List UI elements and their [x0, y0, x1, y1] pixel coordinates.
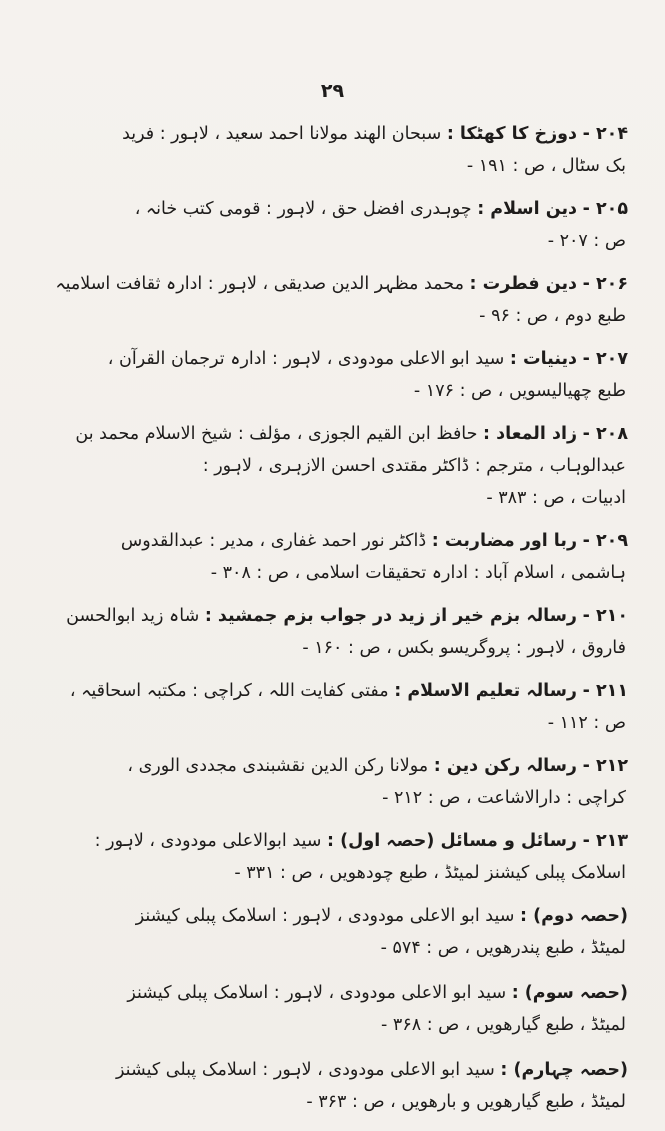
bibliography-list [42, 118, 628, 1131]
entry-details-continued: لمیٹڈ ، طبع گیارھویں ، ص : ۳۶۸ - [381, 1015, 626, 1035]
bibliography-subentry [42, 1054, 628, 1118]
entry-title: رسالہ رکن دین : [433, 756, 578, 776]
entry-number: ۲۱۲ - [582, 756, 628, 776]
entry-title: زاد المعاد : [483, 424, 578, 444]
bibliography-entry [42, 418, 628, 514]
entry-details: سید ابو الاعلی مودودی ، لاہور : اسلامک پبلی کیشنز [116, 1060, 495, 1080]
bibliography-entry [42, 525, 628, 589]
entry-details: حافظ ابن القیم الجوزی ، مؤلف : شیخ الاسلام محمد بن [75, 424, 478, 444]
entry-details: ڈاکٹر نور احمد غفاری ، مدیر : عبدالقدوس [120, 531, 427, 551]
entry-details: مولانا رکن الدین نقشبندی مجددی الوری ، [127, 756, 429, 776]
entry-details-continued: ہاشمی ، اسلام آباد : ادارہ تحقیقات اسلامی ، ص : ۳۰۸ - [210, 563, 626, 583]
entry-details-continued: فاروق ، لاہور : پروگریسو بکس ، ص : ۱۶۰ - [302, 638, 626, 658]
entry-details: چوہدری افضل حق ، لاہور : قومی کتب خانہ ، [134, 199, 472, 219]
entry-details-continued: طبع دوم ، ص : ۹۶ - [479, 306, 626, 326]
bibliography-entry [42, 750, 628, 814]
bibliography-entry [42, 675, 628, 739]
entry-title: دینیات : [509, 349, 578, 369]
entry-title: (حصہ سوم) : [511, 983, 628, 1003]
bibliography-entry [42, 118, 628, 182]
entry-details-continued: لمیٹڈ ، طبع گیارھویں و بارھویں ، ص : ۳۶۳ - [306, 1092, 626, 1112]
entry-details: شاہ زید ابوالحسن [66, 606, 200, 626]
entry-number: ۲۰۷ - [582, 349, 628, 369]
entry-title: رسالہ تعلیم الاسلام : [394, 681, 578, 701]
entry-title: رسائل و مسائل (حصہ اول) : [327, 831, 578, 851]
entry-title: (حصہ چہارم) : [500, 1060, 628, 1080]
entry-title: ربا اور مضاربت : [431, 531, 578, 551]
bibliography-subentry [42, 900, 628, 964]
entry-details-continued: بک سٹال ، ص : ۱۹۱ - [466, 156, 626, 176]
page-number: ۲۹ [320, 80, 345, 102]
entry-details-continued: ادبیات ، ص : ۳۸۳ - [486, 488, 626, 508]
entry-number: ۲۰۹ - [582, 531, 628, 551]
entry-details: سید ابو الاعلی مودودی ، لاہور : ادارہ ترجمان القرآن ، [107, 349, 505, 369]
entry-details: محمد مظہر الدین صدیقی ، لاہور : ادارہ ثقافت اسلامیہ [55, 274, 464, 294]
entry-number: ۲۰۴ - [582, 124, 628, 144]
entry-details-continued: اسلامک پبلی کیشنز لمیٹڈ ، طبع چودھویں ، ص : ۳۳۱ - [234, 863, 626, 883]
entry-details-continued: لمیٹڈ ، طبع پندرھویں ، ص : ۵۷۴ - [380, 938, 626, 958]
entry-details: سید ابو الاعلی مودودی ، لاہور : اسلامک پبلی کیشنز [127, 983, 507, 1003]
entry-title: دین اسلام : [477, 199, 578, 219]
entry-details-continued: کراچی : دارالاشاعت ، ص : ۲۱۲ - [382, 788, 626, 808]
entry-details: سید ابو الاعلی مودودی ، لاہور : اسلامک پبلی کیشنز [135, 906, 515, 926]
entry-details-continued: عبدالوہاب ، مترجم : ڈاکٹر مقتدی احسن الازہری ، لاہور : [202, 456, 626, 476]
entry-title: دین فطرت : [469, 274, 578, 294]
entry-details: سبحان الهند مولانا احمد سعید ، لاہور : فرید [122, 124, 442, 144]
entry-title: دوزخ کا کھٹکا : [446, 124, 578, 144]
entry-number: ۲۱۰ - [582, 606, 628, 626]
bibliography-entry [42, 825, 628, 889]
bibliography-subentry [42, 977, 628, 1041]
entry-number: ۲۱۱ - [582, 681, 628, 701]
bibliography-entry [42, 600, 628, 664]
entry-number: ۲۰۵ - [582, 199, 628, 219]
bibliography-entry [42, 268, 628, 332]
entry-details: مفتی کفایت اللہ ، کراچی : مکتبہ اسحاقیہ ، [69, 681, 389, 701]
entry-details-continued: طبع چھیالیسویں ، ص : ۱۷۶ - [413, 381, 626, 401]
entry-details: سید ابوالاعلی مودودی ، لاہور : [94, 831, 322, 851]
entry-details-continued: ص : ۲۰۷ - [547, 231, 626, 251]
entry-title: (حصہ دوم) : [520, 906, 628, 926]
bibliography-entry [42, 343, 628, 407]
entry-number: ۲۱۳ - [582, 831, 628, 851]
entry-number: ۲۰۸ - [582, 424, 628, 444]
entry-number: ۲۰۶ - [582, 274, 628, 294]
entry-details-continued: ص : ۱۱۲ - [547, 713, 626, 733]
bibliography-entry [42, 193, 628, 257]
entry-title: رسالہ بزم خیر از زید در جواب بزم جمشید : [204, 606, 578, 626]
